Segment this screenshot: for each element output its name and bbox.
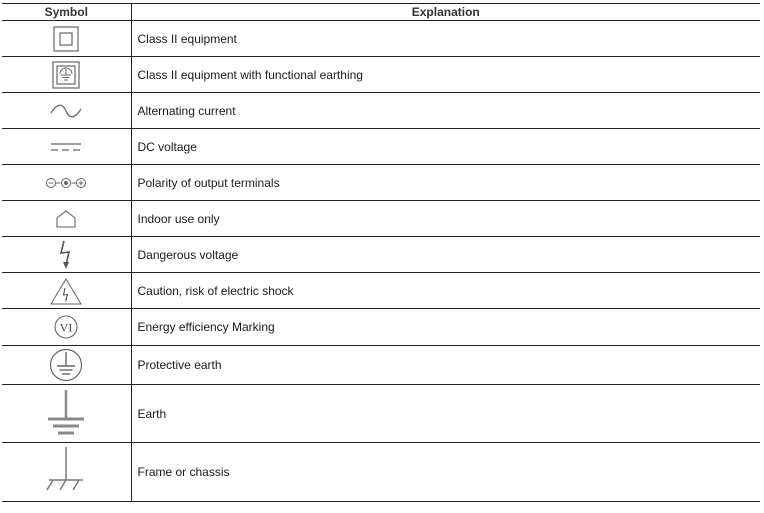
explanation-cell: Protective earth: [131, 346, 760, 385]
symbol-cell: [2, 309, 131, 346]
table-row: [2, 273, 760, 309]
explanation-cell: Earth: [131, 385, 760, 443]
symbol-cell: [2, 273, 131, 309]
explanation-cell: Polarity of output terminals: [131, 165, 760, 201]
explanation-cell: Dangerous voltage: [131, 237, 760, 273]
symbol-cell: [2, 93, 131, 129]
symbol-column-header: Symbol: [2, 4, 131, 21]
symbol-cell: [2, 201, 131, 237]
protective-earth-icon: [48, 347, 84, 383]
explanation-cell: Class II equipment with functional earthing: [131, 57, 760, 93]
vi-mark-label: VI: [59, 320, 73, 335]
symbol-cell: [2, 237, 131, 273]
table-row: [2, 346, 760, 385]
table-row: [2, 443, 760, 502]
warning-triangle-icon: [49, 277, 83, 305]
symbol-cell: [2, 385, 131, 443]
dc-voltage-icon: [49, 141, 83, 153]
explanation-cell: Class II equipment: [131, 21, 760, 57]
explanation-cell: Indoor use only: [131, 201, 760, 237]
table-row: [2, 129, 760, 165]
explanation-column-header: Explanation: [131, 4, 760, 21]
symbol-cell: [2, 443, 131, 502]
table-header-row: [2, 4, 760, 21]
energy-efficiency-vi-icon: [53, 314, 79, 340]
table-row: [2, 309, 760, 346]
symbol-cell: [2, 346, 131, 385]
chassis-icon: [44, 446, 88, 498]
explanation-cell: DC voltage: [131, 129, 760, 165]
lightning-icon: [58, 239, 74, 271]
symbol-cell: [2, 165, 131, 201]
table-row: [2, 93, 760, 129]
symbol-cell: [2, 129, 131, 165]
earth-icon: [46, 389, 86, 439]
class-ii-square-icon: [51, 26, 81, 52]
explanation-cell: Energy efficiency Marking: [131, 309, 760, 346]
symbol-cell: [2, 21, 131, 57]
table-row: [2, 165, 760, 201]
polarity-icon: [44, 176, 88, 190]
table-row: [2, 21, 760, 57]
table-row: [2, 201, 760, 237]
table-row: [2, 385, 760, 443]
symbol-table: [2, 3, 760, 502]
house-icon: [54, 209, 78, 229]
alternating-current-icon: [49, 103, 83, 119]
explanation-cell: Caution, risk of electric shock: [131, 273, 760, 309]
explanation-cell: Frame or chassis: [131, 443, 760, 502]
table-row: [2, 57, 760, 93]
table-row: [2, 237, 760, 273]
explanation-cell: Alternating current: [131, 93, 760, 129]
class-ii-functional-earth-icon: [51, 61, 81, 89]
symbol-cell: [2, 57, 131, 93]
